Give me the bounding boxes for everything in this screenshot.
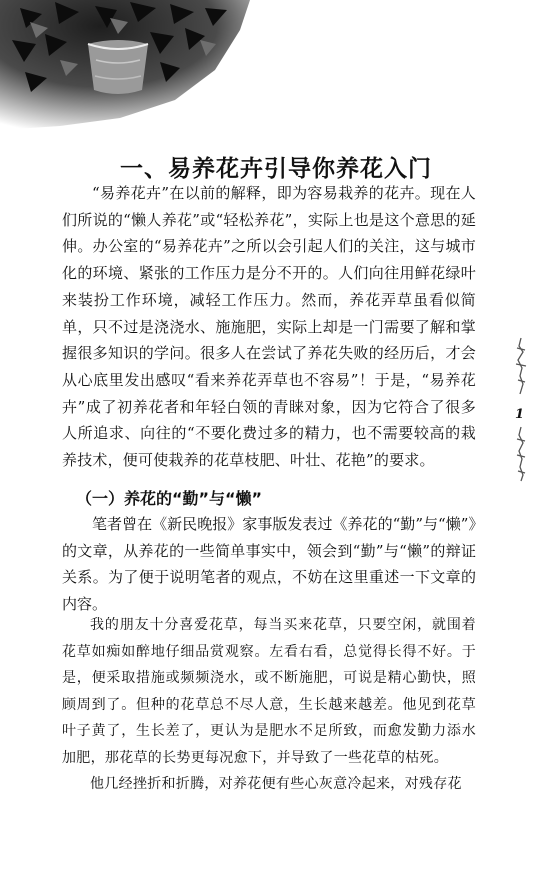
page-number: 1 [515, 407, 525, 422]
story-paragraph-1: 我的朋友十分喜爱花草，每当买来花草，只要空闲，就围着花草如痴如醉地仔细品赏观察。左看右看，总觉得长得不好。于是，便采取措施或频频浇水，或不断施肥，可说是精心勤快，照顾周到了。但种的花草总不尽人意，生长越来越差。他见到花草叶子黄了，生长差了，更认为是肥水不足所致，而愈发勤力添水加肥，那花草的长势更每况愈下，并导致了一些花草的枯死。 [62, 617, 476, 766]
intro-paragraph: “易养花卉”在以前的解释，即为容易栽养的花卉。现在人们所说的“懒人养花”或“轻松养花”，实际上也是这个意思的延伸。办公室的“易养花卉”之所以会引起人们的关注，这与城市化的环境、紧张的工作压力是分不开的。人们向往用鲜花绿叶来装扮工作环境，减轻工作压力。然而，养花弄草虽看似简单，只不过是浇浇水、施施肥，实际上却是一门需要了解和掌握很多知识的学问。很多人在尝试了养花失败的经历后，才会从心底里发出感叹“看来养花弄草也不容易”！于是，“易养花卉”成了初养花者和年轻白领的青睐对象，因为它符合了很多人所追求、向往的“不要化费过多的精力，也不需要较高的栽养技术，便可使栽养的花草枝肥、叶壮、花艳”的要求。 [62, 184, 476, 470]
intro-section [62, 180, 476, 474]
section-paragraph: 笔者曾在《新民晚报》家事版发表过《养花的“勤”与“懒”》的文章，从养花的一些简单事实中，领会到“勤”与“懒”的辩证关系。为了便于说明笔者的观点，不妨在这里重述一下文章的内容。 [62, 515, 476, 613]
margin-decoration-top [514, 336, 528, 396]
story-paragraph-2: 他几经挫折和折腾，对养花便有些心灰意冷起来，对残存花 [90, 776, 462, 792]
chapter-title: 一、易养花卉引导你养花入门 [120, 156, 432, 182]
section-heading: （一）养花的“勤”与“懒” [76, 489, 263, 508]
potted-plant-photo [0, 0, 250, 130]
section-body [62, 511, 476, 617]
story-body [62, 612, 476, 798]
margin-decoration-bottom [514, 425, 528, 483]
